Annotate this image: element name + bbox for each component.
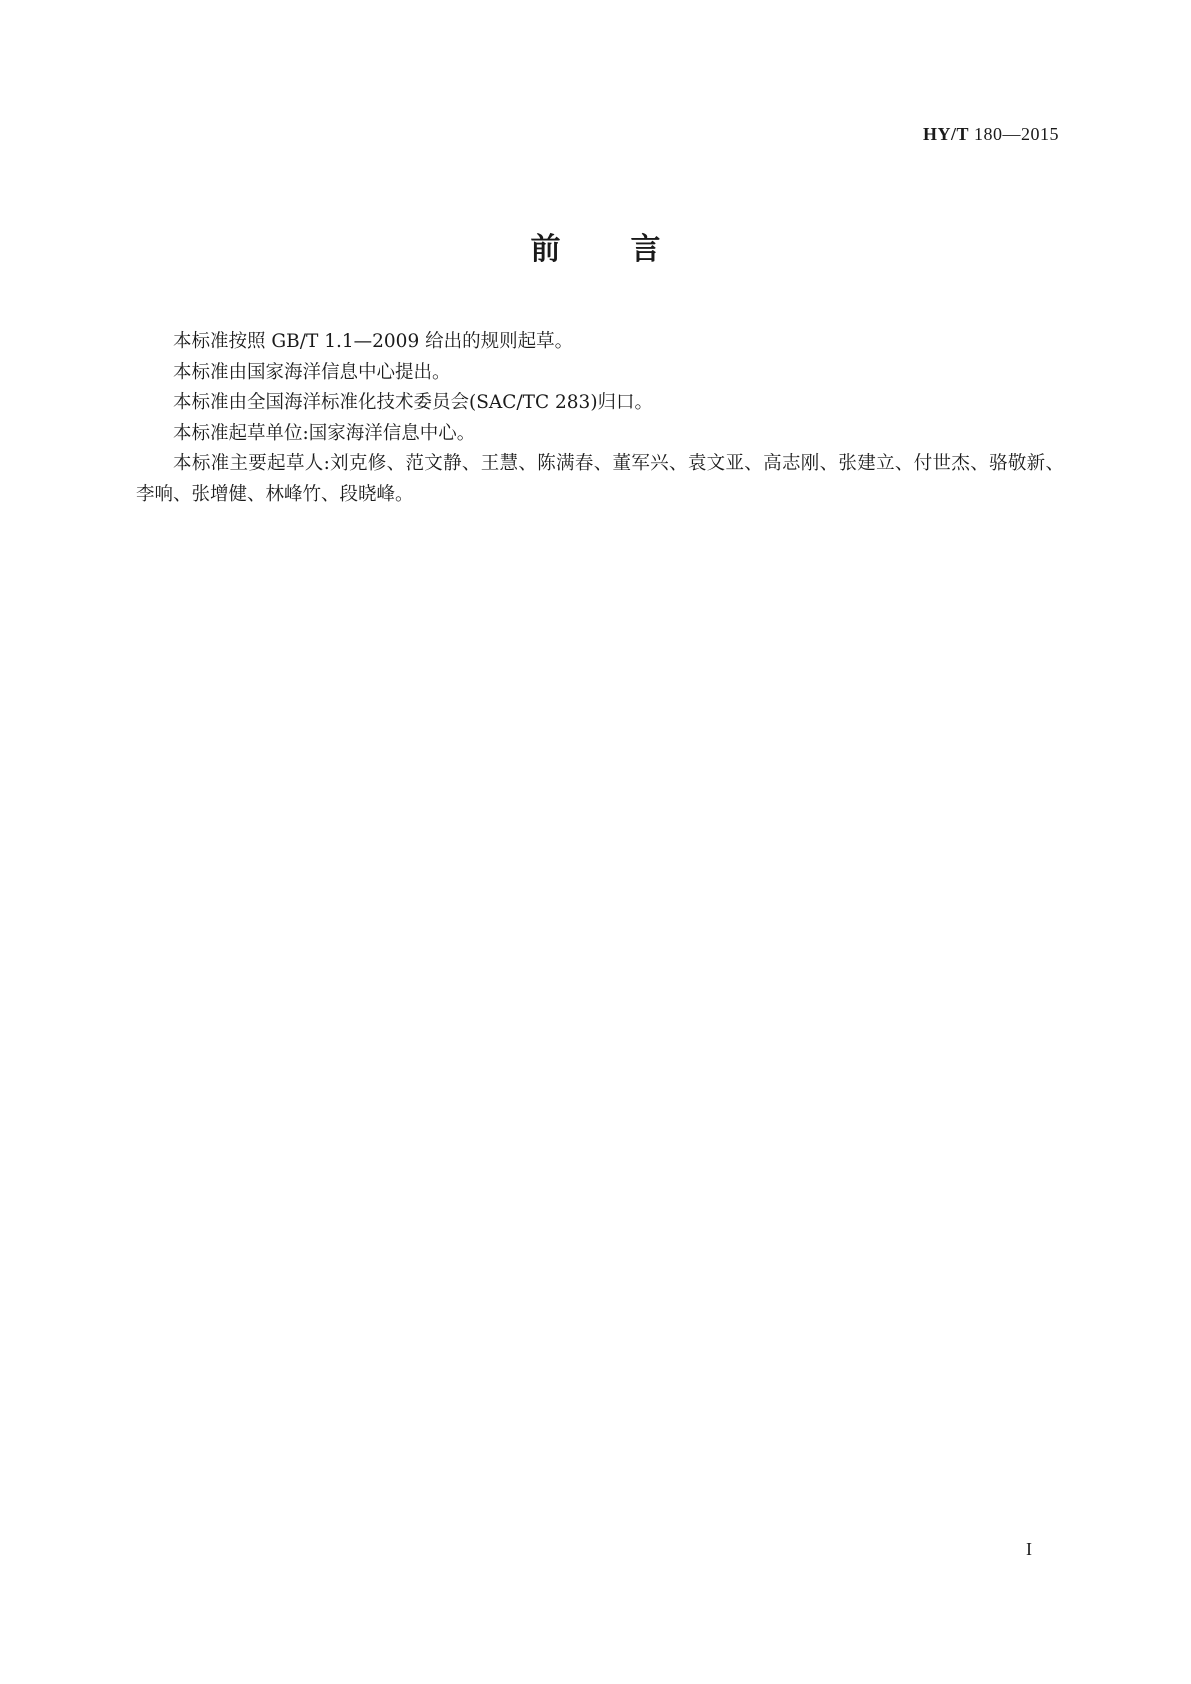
paragraph-drafting-organization: 本标准起草单位:国家海洋信息中心。	[173, 422, 476, 444]
foreword-body	[136, 327, 1064, 510]
page-title: 前言	[530, 232, 731, 267]
paragraph-drafting-rules: 本标准按照 GB/T 1.1—2009 给出的规则起草。	[173, 331, 574, 352]
paragraph-drafters: 本标准主要起草人:刘克修、范文静、王慧、陈满春、董军兴、袁文亚、高志刚、张建立、付世杰、骆敬新、李响、张增健、林峰竹、段晓峰。	[136, 453, 1064, 505]
paragraph-proposer: 本标准由国家海洋信息中心提出。	[173, 361, 451, 383]
standard-code-number: 180—2015	[974, 124, 1059, 144]
standard-code	[923, 124, 1059, 145]
paragraph-technical-committee: 本标准由全国海洋标准化技术委员会(SAC/TC 283)归口。	[173, 392, 654, 413]
page-number: I	[1026, 1539, 1032, 1559]
standard-code-prefix: HY/T	[922, 124, 969, 144]
